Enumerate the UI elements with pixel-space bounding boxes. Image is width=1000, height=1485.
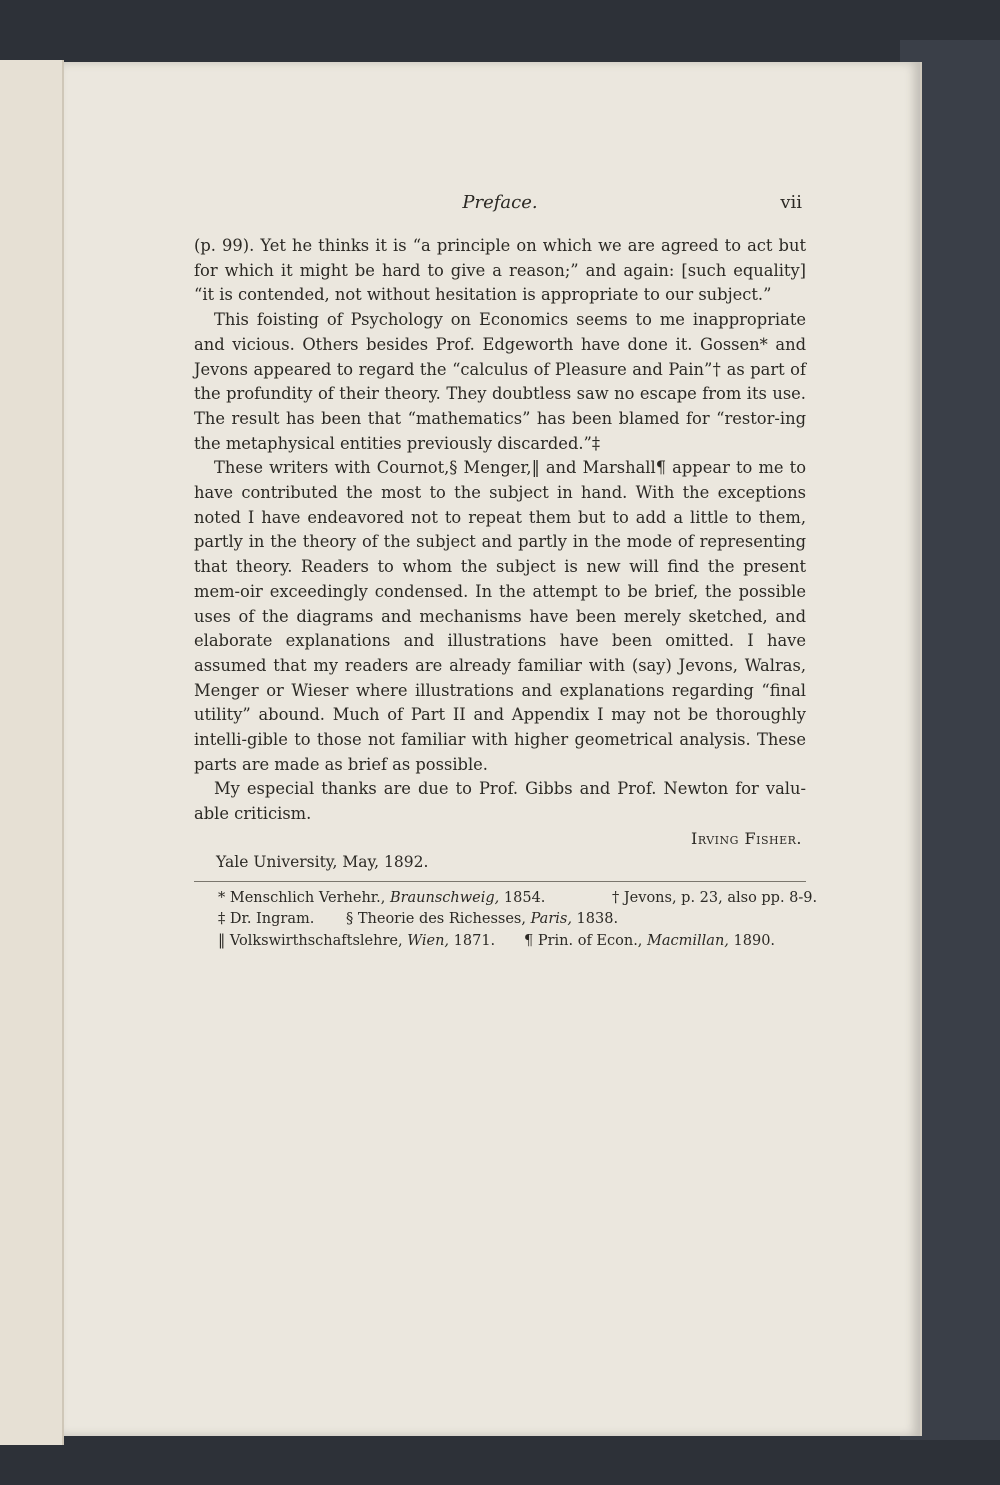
- footnotes: [194, 888, 818, 953]
- previous-page-edge: [0, 60, 64, 1445]
- footnote-row-2: [194, 909, 806, 931]
- running-head-title: Preface.: [462, 192, 538, 213]
- dateline: Yale University, May, 1892.: [216, 852, 429, 871]
- footnote-parallel: ‖ Volkswirthschaftslehre, Wien, 1871.: [218, 932, 496, 949]
- paragraph-continuation: (p. 99). Yet he thinks it is “a principle on which we are agreed to act but for which it might be hard to give a reason;” and again: [such equality] “it is contended, not without hesitation is appropriate to our subject.”: [194, 236, 806, 305]
- paragraph-psychology: This foisting of Psychology on Economics seems to me inappropriate and vicious. Others besides Prof. Edgeworth have done it. Gossen* and Jevons appeared to regard the “calculus of Pleasure and Pain”† as part of the profundity of their theory. They doubtless saw no escape from its use. The result has been that “mathematics” has been blamed for “restor-ing the metaphysical entities previously discarded.”‡: [194, 310, 806, 453]
- footnote-double-dagger: ‡ Dr. Ingram.: [218, 911, 315, 928]
- footnote-row-1: [194, 888, 818, 910]
- body-text: [194, 234, 806, 827]
- book-page: [64, 62, 920, 1436]
- footnote-row-3: [194, 931, 806, 953]
- page-number: vii: [780, 192, 802, 213]
- running-head: [194, 192, 806, 216]
- paragraph-thanks: My especial thanks are due to Prof. Gibbs and Prof. Newton for valu-able criticism.: [194, 779, 806, 824]
- footnote-rule: [194, 881, 806, 882]
- footnote-section: § Theorie des Richesses, Paris, 1838.: [346, 911, 619, 928]
- footnote-pilcrow: ¶ Prin. of Econ., Macmillan, 1890.: [524, 932, 776, 949]
- footnote-dagger: † Jevons, p. 23, also pp. 8-9.: [612, 889, 818, 906]
- signature-row: [194, 829, 806, 853]
- paragraph-writers: These writers with Cournot,§ Menger,‖ and Marshall¶ appear to me to have contributed the most to the subject in hand. With the exceptions noted I have endeavored not to repeat them but to add a little to them, partly in the theory of the subject and partly in the mode of representing that theory. Readers to whom the subject is new will find the present mem-oir exceedingly condensed. In the attempt to be brief, the possible uses of the diagrams and mechanisms have been merely sketched, and elaborate explanations and illustrations have been omitted. I have assumed that my readers are already familiar with (say) Jevons, Walras, Menger or Wieser where illustrations and explanations regarding “final utility” abound. Much of Part II and Appendix I may not be thoroughly intelli-gible to those not familiar with higher geometrical analysis. These parts are made as brief as possible.: [194, 458, 806, 774]
- author-signature: Irving Fisher.: [691, 828, 802, 848]
- page-content: [194, 192, 818, 952]
- footnote-star: * Menschlich Verhehr., Braunschweig, 1854.: [218, 889, 546, 906]
